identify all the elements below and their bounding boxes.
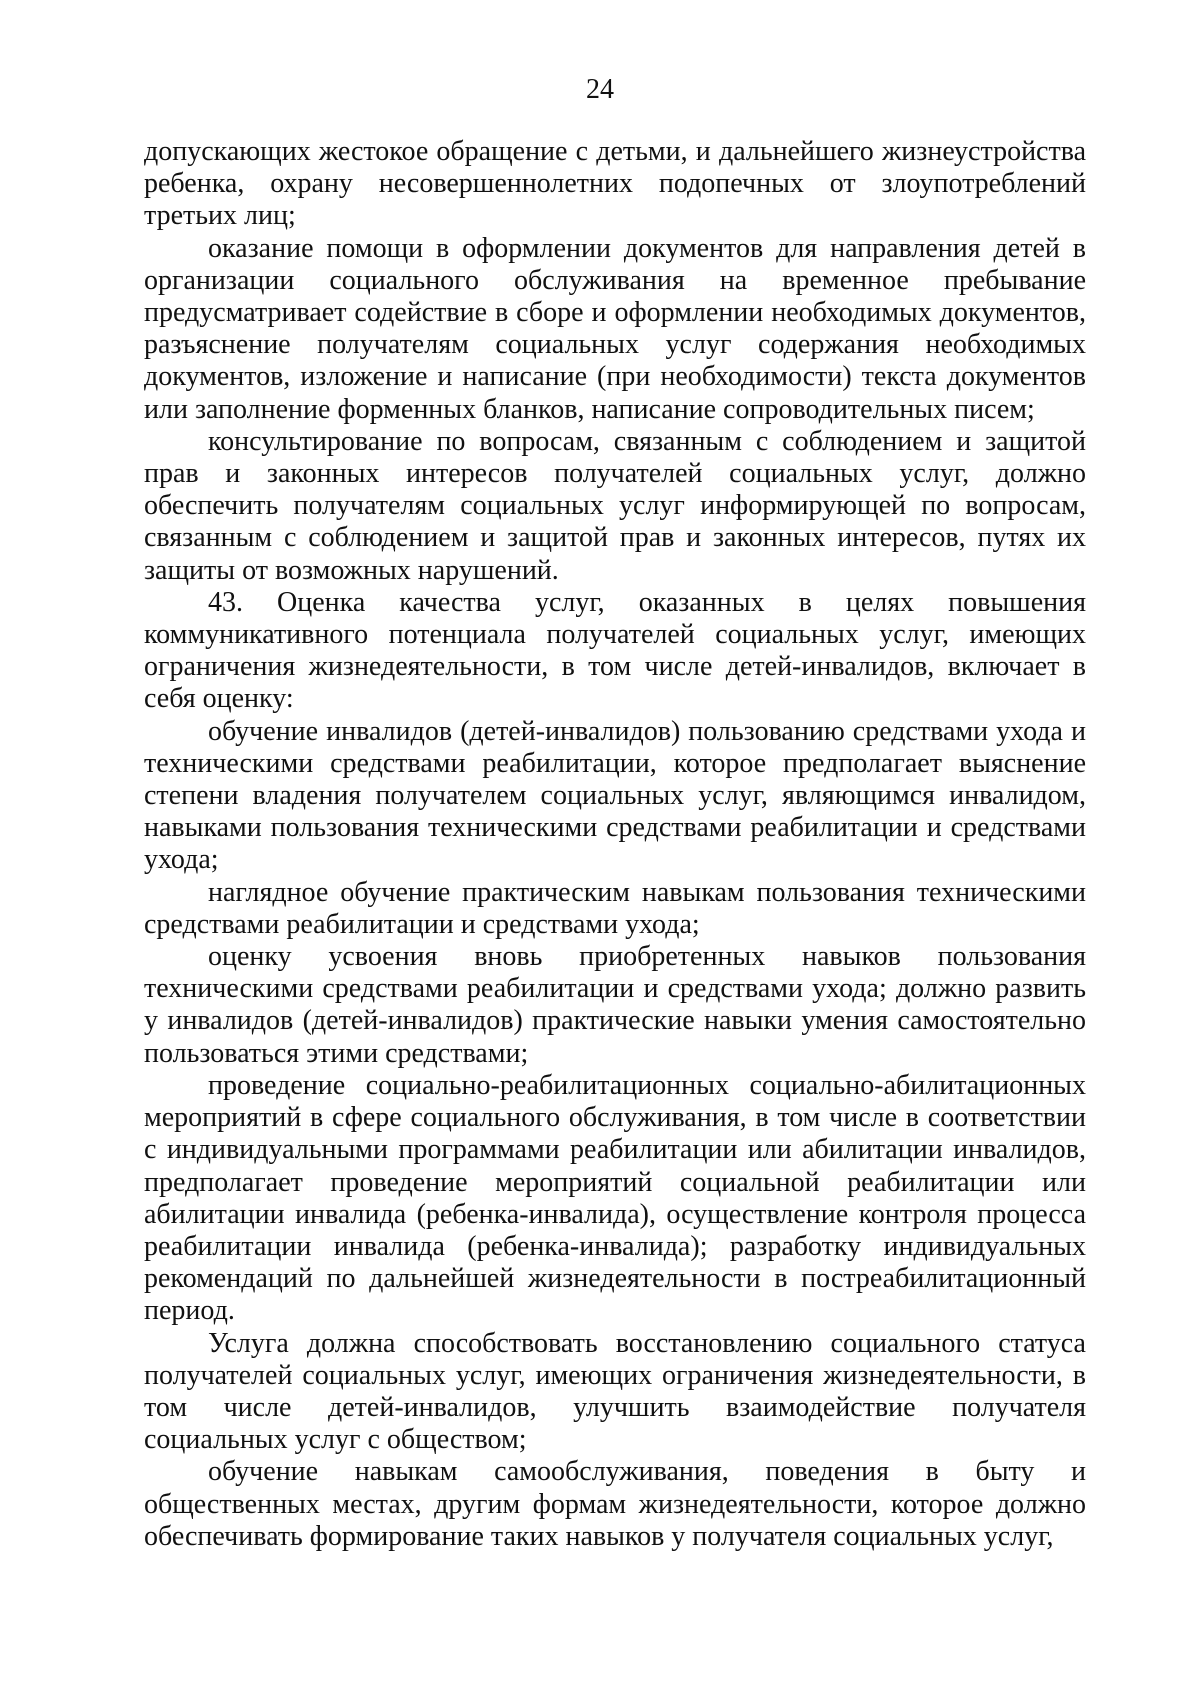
paragraph-4: 43. Оценка качества услуг, оказанных в целях повышения коммуникативного потенциала получателей социальных услуг, имеющих ограничения жизнедеятельности, в том числе детей-инвалидов, включает в себя оценку: <box>144 586 1086 715</box>
paragraph-7: оценку усвоения вновь приобретенных навыков пользования техническими средствами реабилитации и средствами ухода; должно развить у инвалидов (детей-инвалидов) практические навыки умения самостоятельно пользоваться этими средствами; <box>144 941 1086 1069</box>
paragraph-3: консультирование по вопросам, связанным с соблюдением и защитой прав и законных интересов получателей социальных услуг, должно обеспечить получателям социальных услуг информирующей по вопросам, связанным с соблюдением и защитой прав и законных интересов, путях их защиты от возможных нарушений. <box>144 425 1086 586</box>
paragraph-6: наглядное обучение практическим навыкам пользования техническими средствами реабилитации и средствами ухода; <box>144 876 1086 940</box>
document-body <box>144 136 1086 1553</box>
paragraph-5: обучение инвалидов (детей-инвалидов) пользованию средствами ухода и техническими средствами реабилитации, которое предполагает выяснение степени владения получателем социальных услуг, являющимся инвалидом, навыками пользования техническими средствами реабилитации и средствами ухода; <box>144 715 1086 876</box>
page-number: 24 <box>586 74 614 105</box>
paragraph-9: Услуга должна способствовать восстановлению социального статуса получателей социальных услуг, имеющих ограничения жизнедеятельности, в том числе детей-инвалидов, улучшить взаимодействие получателя социальных услуг с обществом; <box>144 1327 1086 1456</box>
paragraph-10: обучение навыкам самообслуживания, поведения в быту и общественных местах, другим формам жизнедеятельности, которое должно обеспечивать формирование таких навыков у получателя социальных услуг, <box>144 1456 1086 1552</box>
paragraph-8: проведение социально-реабилитационных социально-абилитационных мероприятий в сфере социального обслуживания, в том числе в соответствии с индивидуальными программами реабилитации или абилитации инвалидов, предполагает проведение мероприятий социальной реабилитации или абилитации инвалида (ребенка-инвалида), осуществление контроля процесса реабилитации инвалида (ребенка-инвалида); разработку индивидуальных рекомендаций по дальнейшей жизнедеятельности в постреабилитационный период. <box>144 1069 1086 1327</box>
paragraph-2: оказание помощи в оформлении документов для направления детей в организации социального обслуживания на временное пребывание предусматривает содействие в сборе и оформлении необходимых документов, разъяснение получателям социальных услуг содержания необходимых документов, изложение и написание (при необходимости) текста документов или заполнение форменных бланков, написание сопроводительных писем; <box>144 232 1086 425</box>
paragraph-1: допускающих жестокое обращение с детьми, и дальнейшего жизнеустройства ребенка, охрану несовершеннолетних подопечных от злоупотреблений третьих лиц; <box>144 136 1086 232</box>
